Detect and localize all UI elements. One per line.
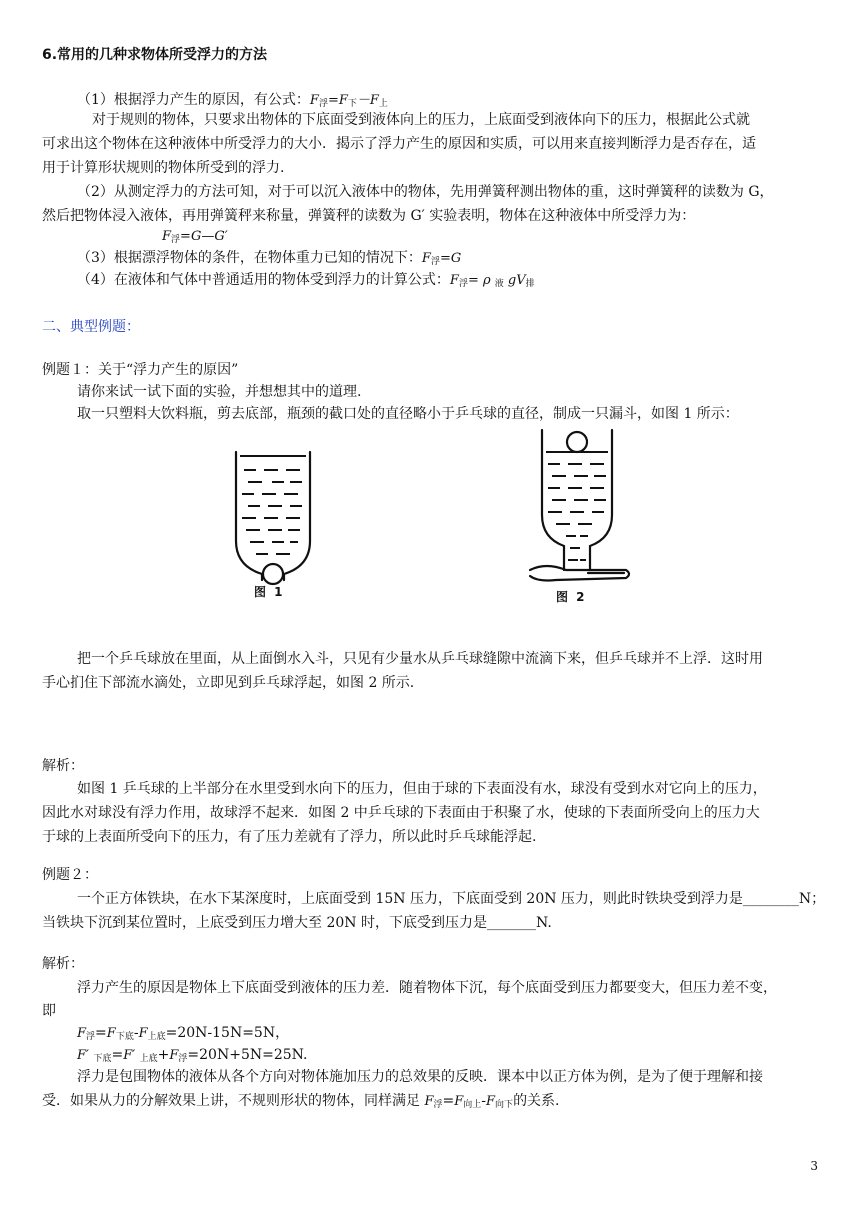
method1-line2: 可求出这个物体在这种液体中所受浮力的大小．揭示了浮力产生的原因和实质，可以用来直接判断浮力是否存在，适 [42, 136, 756, 152]
method1-formula: F浮=F下－F上 [309, 93, 388, 109]
method1-intro: （1）根据浮力产生的原因，有公式：F浮=F下－F上 [77, 92, 388, 109]
figure1-caption: 图 1 [254, 585, 285, 599]
analysis1-line3: 于球的上表面所受向下的压力，有了压力差就有了浮力，所以此时乒乓球能浮起. [42, 829, 537, 845]
example1-line2: 取一只塑料大饮料瓶，剪去底部，瓶颈的截口处的直径略小于乒乓球的直径，制成一只漏斗，如图 1 所示： [77, 406, 739, 422]
method1-line1: 对于规则的物体，只要求出物体的下底面受到液体向上的压力，上底面受到液体向下的压力，根据此公式就 [92, 112, 750, 128]
section-heading: 6.常用的几种求物体所受浮力的方法 [42, 47, 268, 63]
figure2-funnel-diagram [526, 420, 636, 585]
method3-line: （3）根据漂浮物体的条件，在物体重力已知的情况下：F浮=G [77, 250, 462, 267]
figure2-caption: 图 2 [556, 590, 587, 604]
analysis1-title: 解析： [42, 758, 84, 774]
figure1-funnel-diagram [228, 446, 318, 606]
example2-title: 例题２： [42, 867, 98, 883]
example2-line1: 一个正方体铁块，在水下某深度时，上底面受到 15N 压力，下底面受到 20N 压力，则此时铁块受到浮力是________N； [77, 891, 826, 907]
analysis2-line3: 浮力是包围物体的液体从各个方向对物体施加压力的总效果的反映．课本中以正方体为例，是为了便于理解和接 [77, 1069, 763, 1085]
method2-line1: （2）从测定浮力的方法可知，对于可以沉入液体中的物体，先用弹簧秤测出物体的重，这时弹簧秤的读数为 G， [77, 184, 774, 200]
method2-line2: 然后把物体浸入液体，再用弹簧秤来称量，弹簧秤的读数为 G′ 实验表明，物体在这种液体中所受浮力为： [42, 208, 696, 224]
analysis2-title: 解析： [42, 956, 84, 972]
analysis2-equation1: F浮=F下底-F上底=20N-15N=5N， [77, 1025, 290, 1042]
example2-line2: 当铁块下沉到某位置时，上底受到压力增大至 20N 时，下底受到压力是_______N. [42, 915, 552, 931]
example1-title: 例题１：关于“浮力产生的原因” [42, 362, 239, 378]
analysis2-line4: 受．如果从力的分解效果上讲，不规则形状的物体，同样满足 F浮=F向上-F向下的关系. [42, 1093, 560, 1110]
section2-heading: 二、典型例题： [42, 319, 140, 335]
method3-formula: F浮=G [421, 251, 462, 267]
method4-line: （4）在液体和气体中普通适用的物体受到浮力的计算公式：F浮= ρ 液 gV排 [77, 272, 535, 289]
example1-line1: 请你来试一试下面的实验，并想想其中的道理. [77, 384, 362, 400]
page-number: 3 [810, 1159, 818, 1173]
analysis2-line2: 即 [42, 1003, 56, 1019]
example1-line3: 把一个乒乓球放在里面，从上面倒水入斗，只见有少量水从乒乓球缝隙中流滴下来，但乒乓球并不上浮．这时用 [77, 651, 763, 667]
analysis2-line1: 浮力产生的原因是物体上下底面受到液体的压力差．随着物体下沉，每个底面受到压力都要变大，但压力差不变， [77, 980, 777, 996]
example1-line4: 手心扪住下部流水滴处，立即见到乒乓球浮起，如图 2 所示. [42, 675, 415, 691]
method1-line3: 用于计算形状规则的物体所受到的浮力. [42, 160, 285, 176]
analysis1-line2: 因此水对球没有浮力作用，故球浮不起来．如图 2 中乒乓球的下表面由于积聚了水，使球的下表面所受向上的压力大 [42, 805, 760, 821]
analysis2-equation2: F′ 下底=F′ 上底+F浮=20N+5N=25N. [77, 1047, 308, 1064]
analysis1-line1: 如图 1 乒乓球的上半部分在水里受到水向下的压力，但由于球的下表面没有水，球没有受到水对它向上的压力， [77, 781, 767, 797]
method4-formula: F浮= ρ 液 gV排 [449, 273, 535, 289]
method2-formula: F浮=G—G′ [162, 229, 228, 245]
